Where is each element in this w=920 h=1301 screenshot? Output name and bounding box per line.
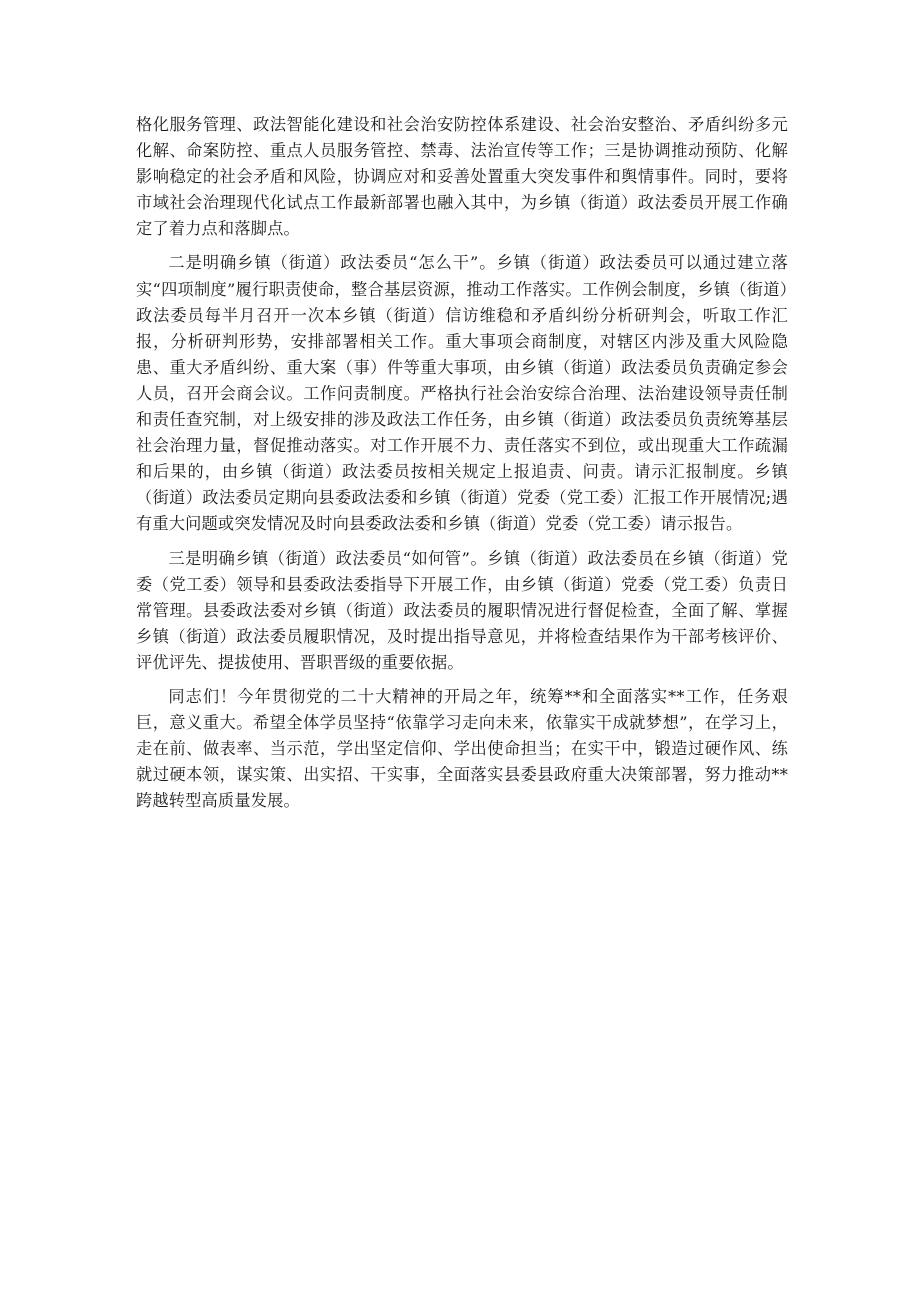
- paragraph-closing: 同志们！今年贯彻党的二十大精神的开局之年，统筹**和全面落实**工作，任务艰巨，意义重大。希望全体学员坚持“依靠学习走向未来，依靠实干成就梦想”，在学习上，走在前、做表率、当示范，学出坚定信仰、学出使命担当；在实干中，锻造过硬作风、练就过硬本领，谋实策、出实招、干实事，全面落实县委县政府重大决策部署，努力推动**跨越转型高质量发展。: [136, 686, 788, 811]
- paragraph-how-to-manage: 三是明确乡镇（街道）政法委员“如何管”。乡镇（街道）政法委员在乡镇（街道）党委（党工委）领导和县委政法委指导下开展工作，由乡镇（街道）党委（党工委）负责日常管理。县委政法委对乡镇（街道）政法委员的履职情况进行督促检查，全面了解、掌握乡镇（街道）政法委员履职情况，及时提出指导意见，并将检查结果作为干部考核评价、评优评先、提拔使用、晋职晋级的重要依据。: [136, 548, 788, 672]
- paragraph-how-to-work: 二是明确乡镇（街道）政法委员“怎么干”。乡镇（街道）政法委员可以通过建立落实“四项制度”履行职责使命，整合基层资源，推动工作落实。工作例会制度，乡镇（街道）政法委员每半月召开一次本乡镇（街道）信访维稳和矛盾纠纷分析研判会，听取工作汇报，分析研判形势，安排部署相关工作。重大事项会商制度，对辖区内涉及重大风险隐患、重大矛盾纠纷、重大案（事）件等重大事项，由乡镇（街道）政法委员负责确定参会人员，召开会商会议。工作问责制度。严格执行社会治安综合治理、法治建设领导责任制和责任查究制，对上级安排的涉及政法工作任务，由乡镇（街道）政法委员负责统筹基层社会治理力量，督促推动落实。对工作开展不力、责任落实不到位，或出现重大工作疏漏和后果的，由乡镇（街道）政法委员按相关规定上报追责、问责。请示汇报制度。乡镇（街道）政法委员定期向县委政法委和乡镇（街道）党委（党工委）汇报工作开展情况;遇有重大问题或突发情况及时向县委政法委和乡镇（街道）党委（党工委）请示报告。: [136, 253, 788, 534]
- paragraph-continued: 格化服务管理、政法智能化建设和社会治安防控体系建设、社会治安整治、矛盾纠纷多元化解、命案防控、重点人员服务管控、禁毒、法治宣传等工作；三是协调推动预防、化解影响稳定的社会矛盾和风险，协调应对和妥善处置重大突发事件和舆情事件。同时，要将市域社会治理现代化试点工作最新部署也融入其中，为乡镇（街道）政法委员开展工作确定了着力点和落脚点。: [136, 115, 788, 239]
- document-body: [136, 112, 788, 822]
